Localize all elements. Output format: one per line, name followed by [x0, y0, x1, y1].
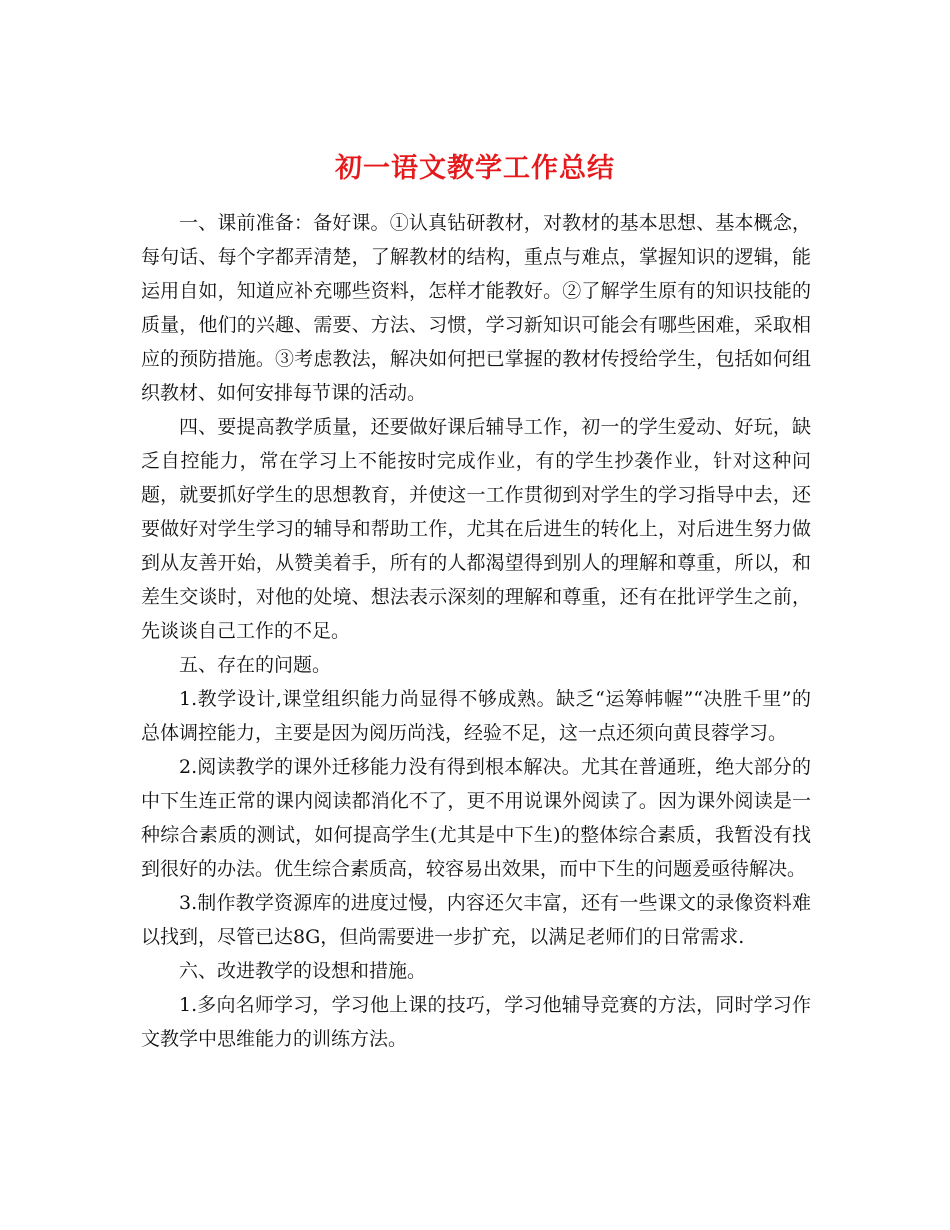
- paragraph-problem-2: 2.阅读教学的课外迁移能力没有得到根本解决。尤其在普通班，绝大部分的中下生连正常的课内阅读都消化不了，更不用说课外阅读了。因为课外阅读是一种综合素质的测试，如何提高学生(尤其是中下生)的整体综合素质，我暂没有找到很好的办法。优生综合素质高，较容易出效果，而中下生的问题爰亟待解决。: [141, 756, 811, 880]
- paragraph-improvement-1: 1.多向名师学习，学习他上课的技巧，学习他辅导竞赛的方法，同时学习作文教学中思维能力的训练方法。: [141, 994, 811, 1050]
- paragraph-problem-3: 3.制作教学资源库的进度过慢，内容还欠丰富，还有一些课文的录像资料难以找到，尽管已达8G，但尚需要进一步扩充，以满足老师们的日常需求.: [141, 892, 811, 948]
- document-body: [141, 206, 811, 1056]
- paragraph-lesson-preparation: 一、课前准备：备好课。①认真钻研教材，对教材的基本思想、基本概念，每句话、每个字都弄清楚，了解教材的结构，重点与难点，掌握知识的逻辑，能运用自如，知道应补充哪些资料，怎样才能教好。②了解学生原有的知识技能的质量，他们的兴趣、需要、方法、习惯，学习新知识可能会有哪些困难，采取相应的预防措施。③考虑教法，解决如何把已掌握的教材传授给学生，包括如何组织教材、如何安排每节课的活动。: [141, 212, 811, 404]
- paragraph-after-class-tutoring: 四、要提高教学质量，还要做好课后辅导工作，初一的学生爱动、好玩，缺乏自控能力，常在学习上不能按时完成作业，有的学生抄袭作业，针对这种问题，就要抓好学生的思想教育，并使这一工作贯彻到对学生的学习指导中去，还要做好对学生学习的辅导和帮助工作，尤其在后进生的转化上，对后进生努力做到从友善开始，从赞美着手，所有的人都渴望得到别人的理解和尊重，所以，和差生交谈时，对他的处境、想法表示深刻的理解和尊重，还有在批评学生之前，先谈谈自己工作的不足。: [141, 416, 811, 642]
- section-heading-existing-problems: 五、存在的问题。: [179, 654, 332, 676]
- section-heading-improvement-plans: 六、改进教学的设想和措施。: [179, 960, 427, 982]
- paragraph-problem-1: 1.教学设计,课堂组织能力尚显得不够成熟。缺乏“运筹帏幄”“决胜千里”的总体调控能力，主要是因为阅历尚浅，经验不足，这一点还须向黄艮蓉学习。: [141, 688, 811, 744]
- document-title: 初一语文教学工作总结: [335, 153, 615, 185]
